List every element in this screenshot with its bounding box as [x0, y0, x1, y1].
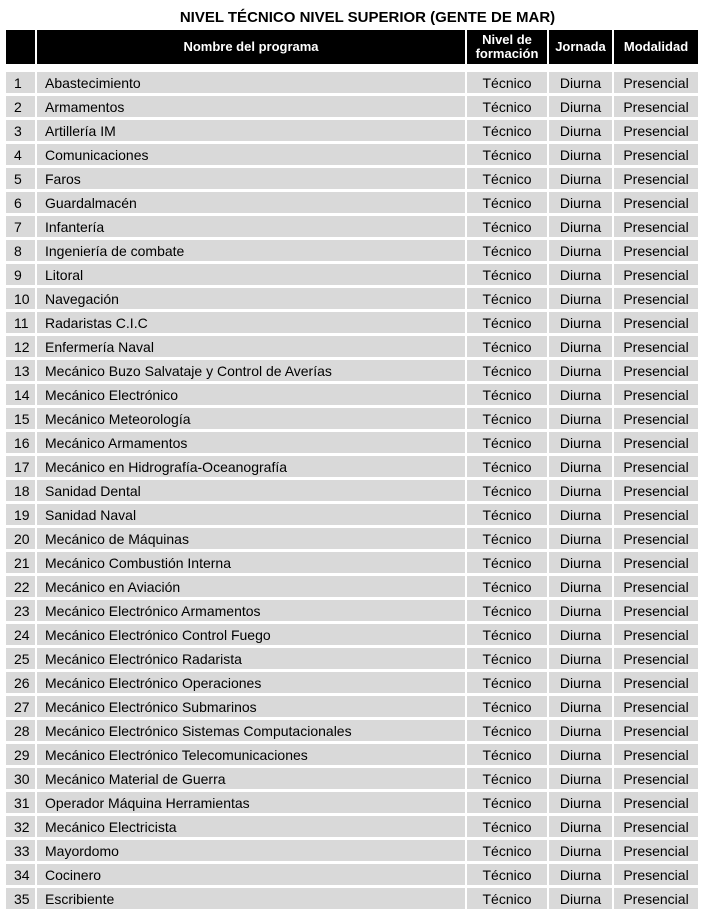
table-row [6, 837, 698, 861]
training-level-cell: Técnico [467, 885, 549, 909]
table-row [6, 885, 698, 909]
training-level-cell: Técnico [467, 117, 549, 141]
modality-cell: Presencial [614, 213, 698, 237]
row-number-cell: 21 [6, 549, 37, 573]
program-name-cell: Mecánico de Máquinas [37, 525, 467, 549]
schedule-cell: Diurna [549, 765, 614, 789]
schedule-cell: Diurna [549, 549, 614, 573]
row-number-cell: 27 [6, 693, 37, 717]
row-number-cell: 26 [6, 669, 37, 693]
row-number-cell: 4 [6, 141, 37, 165]
table-row [6, 741, 698, 765]
schedule-cell: Diurna [549, 285, 614, 309]
schedule-cell: Diurna [549, 789, 614, 813]
training-level-cell: Técnico [467, 549, 549, 573]
schedule-cell: Diurna [549, 885, 614, 909]
programs-table [6, 30, 698, 909]
modality-cell: Presencial [614, 405, 698, 429]
schedule-cell: Diurna [549, 117, 614, 141]
training-level-cell: Técnico [467, 261, 549, 285]
training-level-cell: Técnico [467, 669, 549, 693]
table-row [6, 645, 698, 669]
modality-cell: Presencial [614, 645, 698, 669]
modality-cell: Presencial [614, 669, 698, 693]
table-row [6, 117, 698, 141]
training-level-cell: Técnico [467, 333, 549, 357]
program-name-cell: Mayordomo [37, 837, 467, 861]
table-row [6, 333, 698, 357]
table-row [6, 813, 698, 837]
training-level-cell: Técnico [467, 789, 549, 813]
program-name-cell: Mecánico Electricista [37, 813, 467, 837]
row-number-cell: 28 [6, 717, 37, 741]
header-training-level-line2: formación [475, 46, 539, 61]
table-row [6, 525, 698, 549]
modality-cell: Presencial [614, 597, 698, 621]
header-number [6, 30, 37, 64]
program-name-cell: Escribiente [37, 885, 467, 909]
program-name-cell: Mecánico Electrónico Telecomunicaciones [37, 741, 467, 765]
row-number-cell: 10 [6, 285, 37, 309]
modality-cell: Presencial [614, 789, 698, 813]
modality-cell: Presencial [614, 549, 698, 573]
schedule-cell: Diurna [549, 669, 614, 693]
schedule-cell: Diurna [549, 189, 614, 213]
program-name-cell: Artillería IM [37, 117, 467, 141]
table-row [6, 861, 698, 885]
training-level-cell: Técnico [467, 237, 549, 261]
table-row [6, 69, 698, 93]
program-name-cell: Operador Máquina Herramientas [37, 789, 467, 813]
schedule-cell: Diurna [549, 309, 614, 333]
modality-cell: Presencial [614, 477, 698, 501]
schedule-cell: Diurna [549, 69, 614, 93]
program-name-cell: Faros [37, 165, 467, 189]
row-number-cell: 19 [6, 501, 37, 525]
modality-cell: Presencial [614, 333, 698, 357]
modality-cell: Presencial [614, 501, 698, 525]
row-number-cell: 33 [6, 837, 37, 861]
program-name-cell: Litoral [37, 261, 467, 285]
modality-cell: Presencial [614, 573, 698, 597]
program-name-cell: Mecánico Electrónico Control Fuego [37, 621, 467, 645]
header-program-name: Nombre del programa [37, 30, 467, 64]
training-level-cell: Técnico [467, 477, 549, 501]
row-number-cell: 17 [6, 453, 37, 477]
table-row [6, 765, 698, 789]
training-level-cell: Técnico [467, 69, 549, 93]
table-row [6, 189, 698, 213]
row-number-cell: 5 [6, 165, 37, 189]
program-name-cell: Mecánico Electrónico Sistemas Computacionales [37, 717, 467, 741]
modality-cell: Presencial [614, 357, 698, 381]
row-number-cell: 22 [6, 573, 37, 597]
program-name-cell: Enfermería Naval [37, 333, 467, 357]
table-row [6, 405, 698, 429]
schedule-cell: Diurna [549, 621, 614, 645]
row-number-cell: 24 [6, 621, 37, 645]
row-number-cell: 1 [6, 69, 37, 93]
schedule-cell: Diurna [549, 861, 614, 885]
training-level-cell: Técnico [467, 213, 549, 237]
row-number-cell: 3 [6, 117, 37, 141]
header-modality: Modalidad [614, 30, 698, 64]
row-number-cell: 35 [6, 885, 37, 909]
schedule-cell: Diurna [549, 381, 614, 405]
table-row [6, 597, 698, 621]
row-number-cell: 25 [6, 645, 37, 669]
program-name-cell: Mecánico Combustión Interna [37, 549, 467, 573]
row-number-cell: 11 [6, 309, 37, 333]
modality-cell: Presencial [614, 309, 698, 333]
row-number-cell: 6 [6, 189, 37, 213]
table-row [6, 477, 698, 501]
schedule-cell: Diurna [549, 141, 614, 165]
schedule-cell: Diurna [549, 645, 614, 669]
table-row [6, 501, 698, 525]
program-name-cell: Sanidad Dental [37, 477, 467, 501]
modality-cell: Presencial [614, 93, 698, 117]
table-row [6, 285, 698, 309]
modality-cell: Presencial [614, 693, 698, 717]
modality-cell: Presencial [614, 621, 698, 645]
program-name-cell: Mecánico Meteorología [37, 405, 467, 429]
row-number-cell: 18 [6, 477, 37, 501]
row-number-cell: 14 [6, 381, 37, 405]
modality-cell: Presencial [614, 837, 698, 861]
modality-cell: Presencial [614, 453, 698, 477]
schedule-cell: Diurna [549, 357, 614, 381]
table-row [6, 93, 698, 117]
program-name-cell: Mecánico en Aviación [37, 573, 467, 597]
schedule-cell: Diurna [549, 237, 614, 261]
schedule-cell: Diurna [549, 477, 614, 501]
row-number-cell: 7 [6, 213, 37, 237]
modality-cell: Presencial [614, 189, 698, 213]
program-name-cell: Mecánico Buzo Salvataje y Control de Averías [37, 357, 467, 381]
program-name-cell: Mecánico Material de Guerra [37, 765, 467, 789]
training-level-cell: Técnico [467, 165, 549, 189]
program-name-cell: Mecánico en Hidrografía-Oceanografía [37, 453, 467, 477]
training-level-cell: Técnico [467, 861, 549, 885]
schedule-cell: Diurna [549, 837, 614, 861]
modality-cell: Presencial [614, 261, 698, 285]
training-level-cell: Técnico [467, 693, 549, 717]
row-number-cell: 29 [6, 741, 37, 765]
row-number-cell: 8 [6, 237, 37, 261]
table-row [6, 573, 698, 597]
modality-cell: Presencial [614, 765, 698, 789]
training-level-cell: Técnico [467, 717, 549, 741]
schedule-cell: Diurna [549, 93, 614, 117]
training-level-cell: Técnico [467, 453, 549, 477]
schedule-cell: Diurna [549, 429, 614, 453]
table-row [6, 429, 698, 453]
modality-cell: Presencial [614, 717, 698, 741]
program-name-cell: Armamentos [37, 93, 467, 117]
table-row [6, 237, 698, 261]
modality-cell: Presencial [614, 861, 698, 885]
training-level-cell: Técnico [467, 741, 549, 765]
table-row [6, 165, 698, 189]
header-training-level-line1: Nivel de [482, 32, 532, 47]
program-name-cell: Mecánico Electrónico [37, 381, 467, 405]
training-level-cell: Técnico [467, 525, 549, 549]
modality-cell: Presencial [614, 237, 698, 261]
modality-cell: Presencial [614, 165, 698, 189]
program-name-cell: Sanidad Naval [37, 501, 467, 525]
program-name-cell: Mecánico Armamentos [37, 429, 467, 453]
schedule-cell: Diurna [549, 453, 614, 477]
row-number-cell: 32 [6, 813, 37, 837]
schedule-cell: Diurna [549, 597, 614, 621]
program-name-cell: Mecánico Electrónico Radarista [37, 645, 467, 669]
training-level-cell: Técnico [467, 381, 549, 405]
table-body [6, 64, 698, 909]
training-level-cell: Técnico [467, 141, 549, 165]
table-row [6, 453, 698, 477]
program-name-cell: Infantería [37, 213, 467, 237]
training-level-cell: Técnico [467, 645, 549, 669]
schedule-cell: Diurna [549, 813, 614, 837]
training-level-cell: Técnico [467, 405, 549, 429]
modality-cell: Presencial [614, 141, 698, 165]
schedule-cell: Diurna [549, 741, 614, 765]
training-level-cell: Técnico [467, 765, 549, 789]
table-row [6, 261, 698, 285]
row-number-cell: 34 [6, 861, 37, 885]
training-level-cell: Técnico [467, 813, 549, 837]
table-row [6, 141, 698, 165]
row-number-cell: 9 [6, 261, 37, 285]
table-row [6, 309, 698, 333]
schedule-cell: Diurna [549, 261, 614, 285]
schedule-cell: Diurna [549, 693, 614, 717]
modality-cell: Presencial [614, 885, 698, 909]
table-row [6, 621, 698, 645]
modality-cell: Presencial [614, 117, 698, 141]
table-row [6, 549, 698, 573]
training-level-cell: Técnico [467, 189, 549, 213]
modality-cell: Presencial [614, 813, 698, 837]
modality-cell: Presencial [614, 285, 698, 309]
training-level-cell: Técnico [467, 597, 549, 621]
row-number-cell: 20 [6, 525, 37, 549]
header-schedule: Jornada [549, 30, 614, 64]
schedule-cell: Diurna [549, 573, 614, 597]
schedule-cell: Diurna [549, 165, 614, 189]
training-level-cell: Técnico [467, 621, 549, 645]
schedule-cell: Diurna [549, 717, 614, 741]
modality-cell: Presencial [614, 741, 698, 765]
program-name-cell: Cocinero [37, 861, 467, 885]
table-row [6, 213, 698, 237]
row-number-cell: 12 [6, 333, 37, 357]
document-title: NIVEL TÉCNICO NIVEL SUPERIOR (GENTE DE MAR) [179, 9, 556, 26]
modality-cell: Presencial [614, 69, 698, 93]
training-level-cell: Técnico [467, 501, 549, 525]
row-number-cell: 13 [6, 357, 37, 381]
row-number-cell: 16 [6, 429, 37, 453]
training-level-cell: Técnico [467, 573, 549, 597]
training-level-cell: Técnico [467, 93, 549, 117]
training-level-cell: Técnico [467, 309, 549, 333]
row-number-cell: 30 [6, 765, 37, 789]
row-number-cell: 2 [6, 93, 37, 117]
modality-cell: Presencial [614, 525, 698, 549]
table-row [6, 693, 698, 717]
table-header [6, 30, 698, 64]
schedule-cell: Diurna [549, 525, 614, 549]
schedule-cell: Diurna [549, 501, 614, 525]
table-row [6, 717, 698, 741]
program-name-cell: Mecánico Electrónico Armamentos [37, 597, 467, 621]
modality-cell: Presencial [614, 381, 698, 405]
table-row [6, 669, 698, 693]
schedule-cell: Diurna [549, 405, 614, 429]
program-name-cell: Comunicaciones [37, 141, 467, 165]
modality-cell: Presencial [614, 429, 698, 453]
table-row [6, 789, 698, 813]
program-name-cell: Mecánico Electrónico Submarinos [37, 693, 467, 717]
row-number-cell: 31 [6, 789, 37, 813]
training-level-cell: Técnico [467, 285, 549, 309]
row-number-cell: 23 [6, 597, 37, 621]
program-name-cell: Mecánico Electrónico Operaciones [37, 669, 467, 693]
table-row [6, 357, 698, 381]
table-row [6, 381, 698, 405]
training-level-cell: Técnico [467, 837, 549, 861]
schedule-cell: Diurna [549, 333, 614, 357]
program-name-cell: Guardalmacén [37, 189, 467, 213]
program-name-cell: Radaristas C.I.C [37, 309, 467, 333]
training-level-cell: Técnico [467, 429, 549, 453]
program-name-cell: Abastecimiento [37, 69, 467, 93]
header-training-level [467, 30, 549, 64]
training-level-cell: Técnico [467, 357, 549, 381]
row-number-cell: 15 [6, 405, 37, 429]
program-name-cell: Ingeniería de combate [37, 237, 467, 261]
program-name-cell: Navegación [37, 285, 467, 309]
schedule-cell: Diurna [549, 213, 614, 237]
